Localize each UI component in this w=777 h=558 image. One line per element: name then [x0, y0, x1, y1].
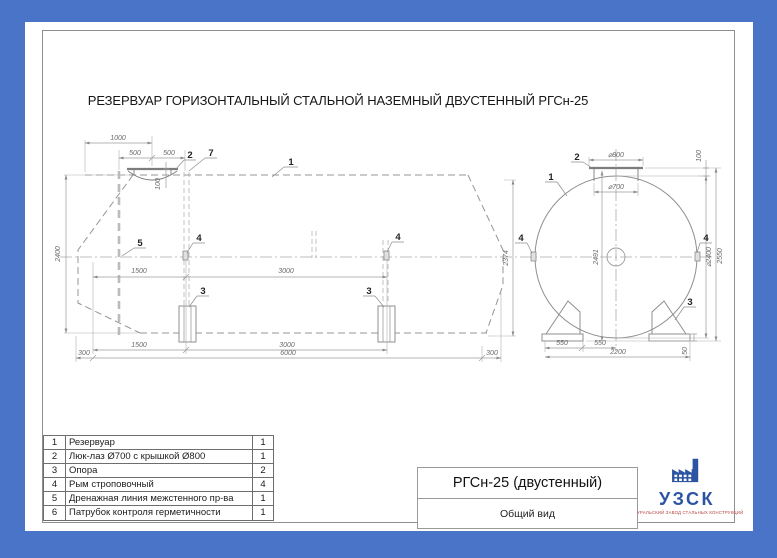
- dim-300-left-label: 300: [78, 350, 90, 357]
- part-number: 1: [44, 436, 66, 450]
- dim-d2400-label: ⌀2400: [706, 247, 713, 267]
- hidden-lines: [184, 172, 388, 333]
- callout-support-end: 3: [687, 297, 693, 308]
- uzsk-logo: [637, 456, 744, 515]
- lifting-lugs-side: [183, 251, 389, 260]
- dim-550-left-label: 550: [556, 340, 568, 347]
- part-number: 6: [44, 506, 66, 520]
- side-view-callouts: [122, 148, 404, 307]
- callout-port: 7: [208, 148, 214, 159]
- supports-side: [179, 306, 395, 342]
- dim-2491-label: 2491: [593, 249, 600, 265]
- part-number: 4: [44, 478, 66, 492]
- tank-outline: [78, 175, 503, 333]
- callout-drain: 5: [137, 238, 143, 249]
- callout-support-left: 3: [200, 286, 206, 297]
- dim-6000-label: 6000: [280, 350, 296, 357]
- logo-text: УЗСК: [658, 489, 715, 509]
- dim-2550-label: 2550: [717, 248, 724, 264]
- dim-3000-base-label: 3000: [279, 342, 295, 349]
- dim-50-label: 50: [682, 347, 689, 355]
- dim-2374-label: 2374: [503, 250, 510, 266]
- dim-100-end-label: 100: [696, 150, 703, 162]
- table-row: [44, 478, 274, 492]
- dim-1500-mid-label: 1500: [131, 268, 147, 275]
- side-view: [55, 135, 518, 362]
- callout-manhole-end: 2: [574, 152, 580, 163]
- callout-lug-end-left: 4: [518, 233, 524, 244]
- part-number: 3: [44, 464, 66, 478]
- lifting-lugs-end: [531, 252, 700, 261]
- callout-tank: 1: [288, 157, 294, 168]
- part-qty: 2: [253, 464, 274, 478]
- part-qty: 1: [253, 450, 274, 464]
- factory-icon: [669, 456, 705, 484]
- part-name: Люк-лаз Ø700 с крышкой Ø800: [66, 450, 253, 464]
- part-qty: 1: [253, 436, 274, 450]
- part-name: Опора: [66, 464, 253, 478]
- logo-tagline: УРАЛЬСКИЙ ЗАВОД СТАЛЬНЫХ КОНСТРУКЦИЙ: [637, 510, 744, 515]
- callout-support-right: 3: [366, 286, 372, 297]
- view-name: Общий вид: [499, 507, 556, 520]
- callout-manhole: 2: [187, 150, 193, 161]
- side-view-dimensions: [55, 135, 516, 362]
- end-view: [515, 149, 724, 361]
- part-name: Резервуар: [66, 436, 253, 450]
- table-row: [44, 506, 274, 520]
- table-row: [44, 450, 274, 464]
- drawing-sheet: [25, 22, 753, 531]
- part-number: 5: [44, 492, 66, 506]
- dim-1500-base-label: 1500: [131, 342, 147, 349]
- dim-500-left-label: 500: [129, 150, 141, 157]
- dim-100-label: 100: [155, 178, 162, 190]
- dim-300-right-label: 300: [486, 350, 498, 357]
- part-qty: 1: [253, 506, 274, 520]
- callout-lug-right: 4: [395, 232, 401, 243]
- dim-3000-mid-label: 3000: [278, 268, 294, 275]
- part-number: 2: [44, 450, 66, 464]
- drawing-title: РЕЗЕРВУАР ГОРИЗОНТАЛЬНЫЙ СТАЛЬНОЙ НАЗЕМНЫЙ ДВУСТЕННЫЙ РГСн-25: [87, 93, 589, 108]
- dim-2400-label: 2400: [55, 246, 62, 262]
- callout-tank-end: 1: [548, 172, 554, 183]
- callout-lug-end-right: 4: [703, 233, 709, 244]
- part-name: Рым строповочный: [66, 478, 253, 492]
- dim-d700-label: ⌀700: [608, 184, 624, 191]
- part-name: Патрубок контроля герметичности: [66, 506, 253, 520]
- dim-550-right-label: 550: [594, 340, 606, 347]
- part-name: Дренажная линия межстенного пр-ва: [66, 492, 253, 506]
- dim-1000-label: 1000: [110, 135, 126, 142]
- dim-500-right-label: 500: [163, 150, 175, 157]
- dim-d800-label: ⌀800: [608, 152, 624, 159]
- model-designation: РГСн-25 (двустенный): [418, 468, 637, 499]
- table-row: [44, 436, 274, 450]
- parts-table: [43, 435, 274, 521]
- table-row: [44, 464, 274, 478]
- dim-2200-label: 2200: [610, 349, 626, 356]
- title-block: [417, 467, 638, 529]
- callout-lug-left: 4: [196, 233, 202, 244]
- part-qty: 4: [253, 478, 274, 492]
- part-qty: 1: [253, 492, 274, 506]
- table-row: [44, 492, 274, 506]
